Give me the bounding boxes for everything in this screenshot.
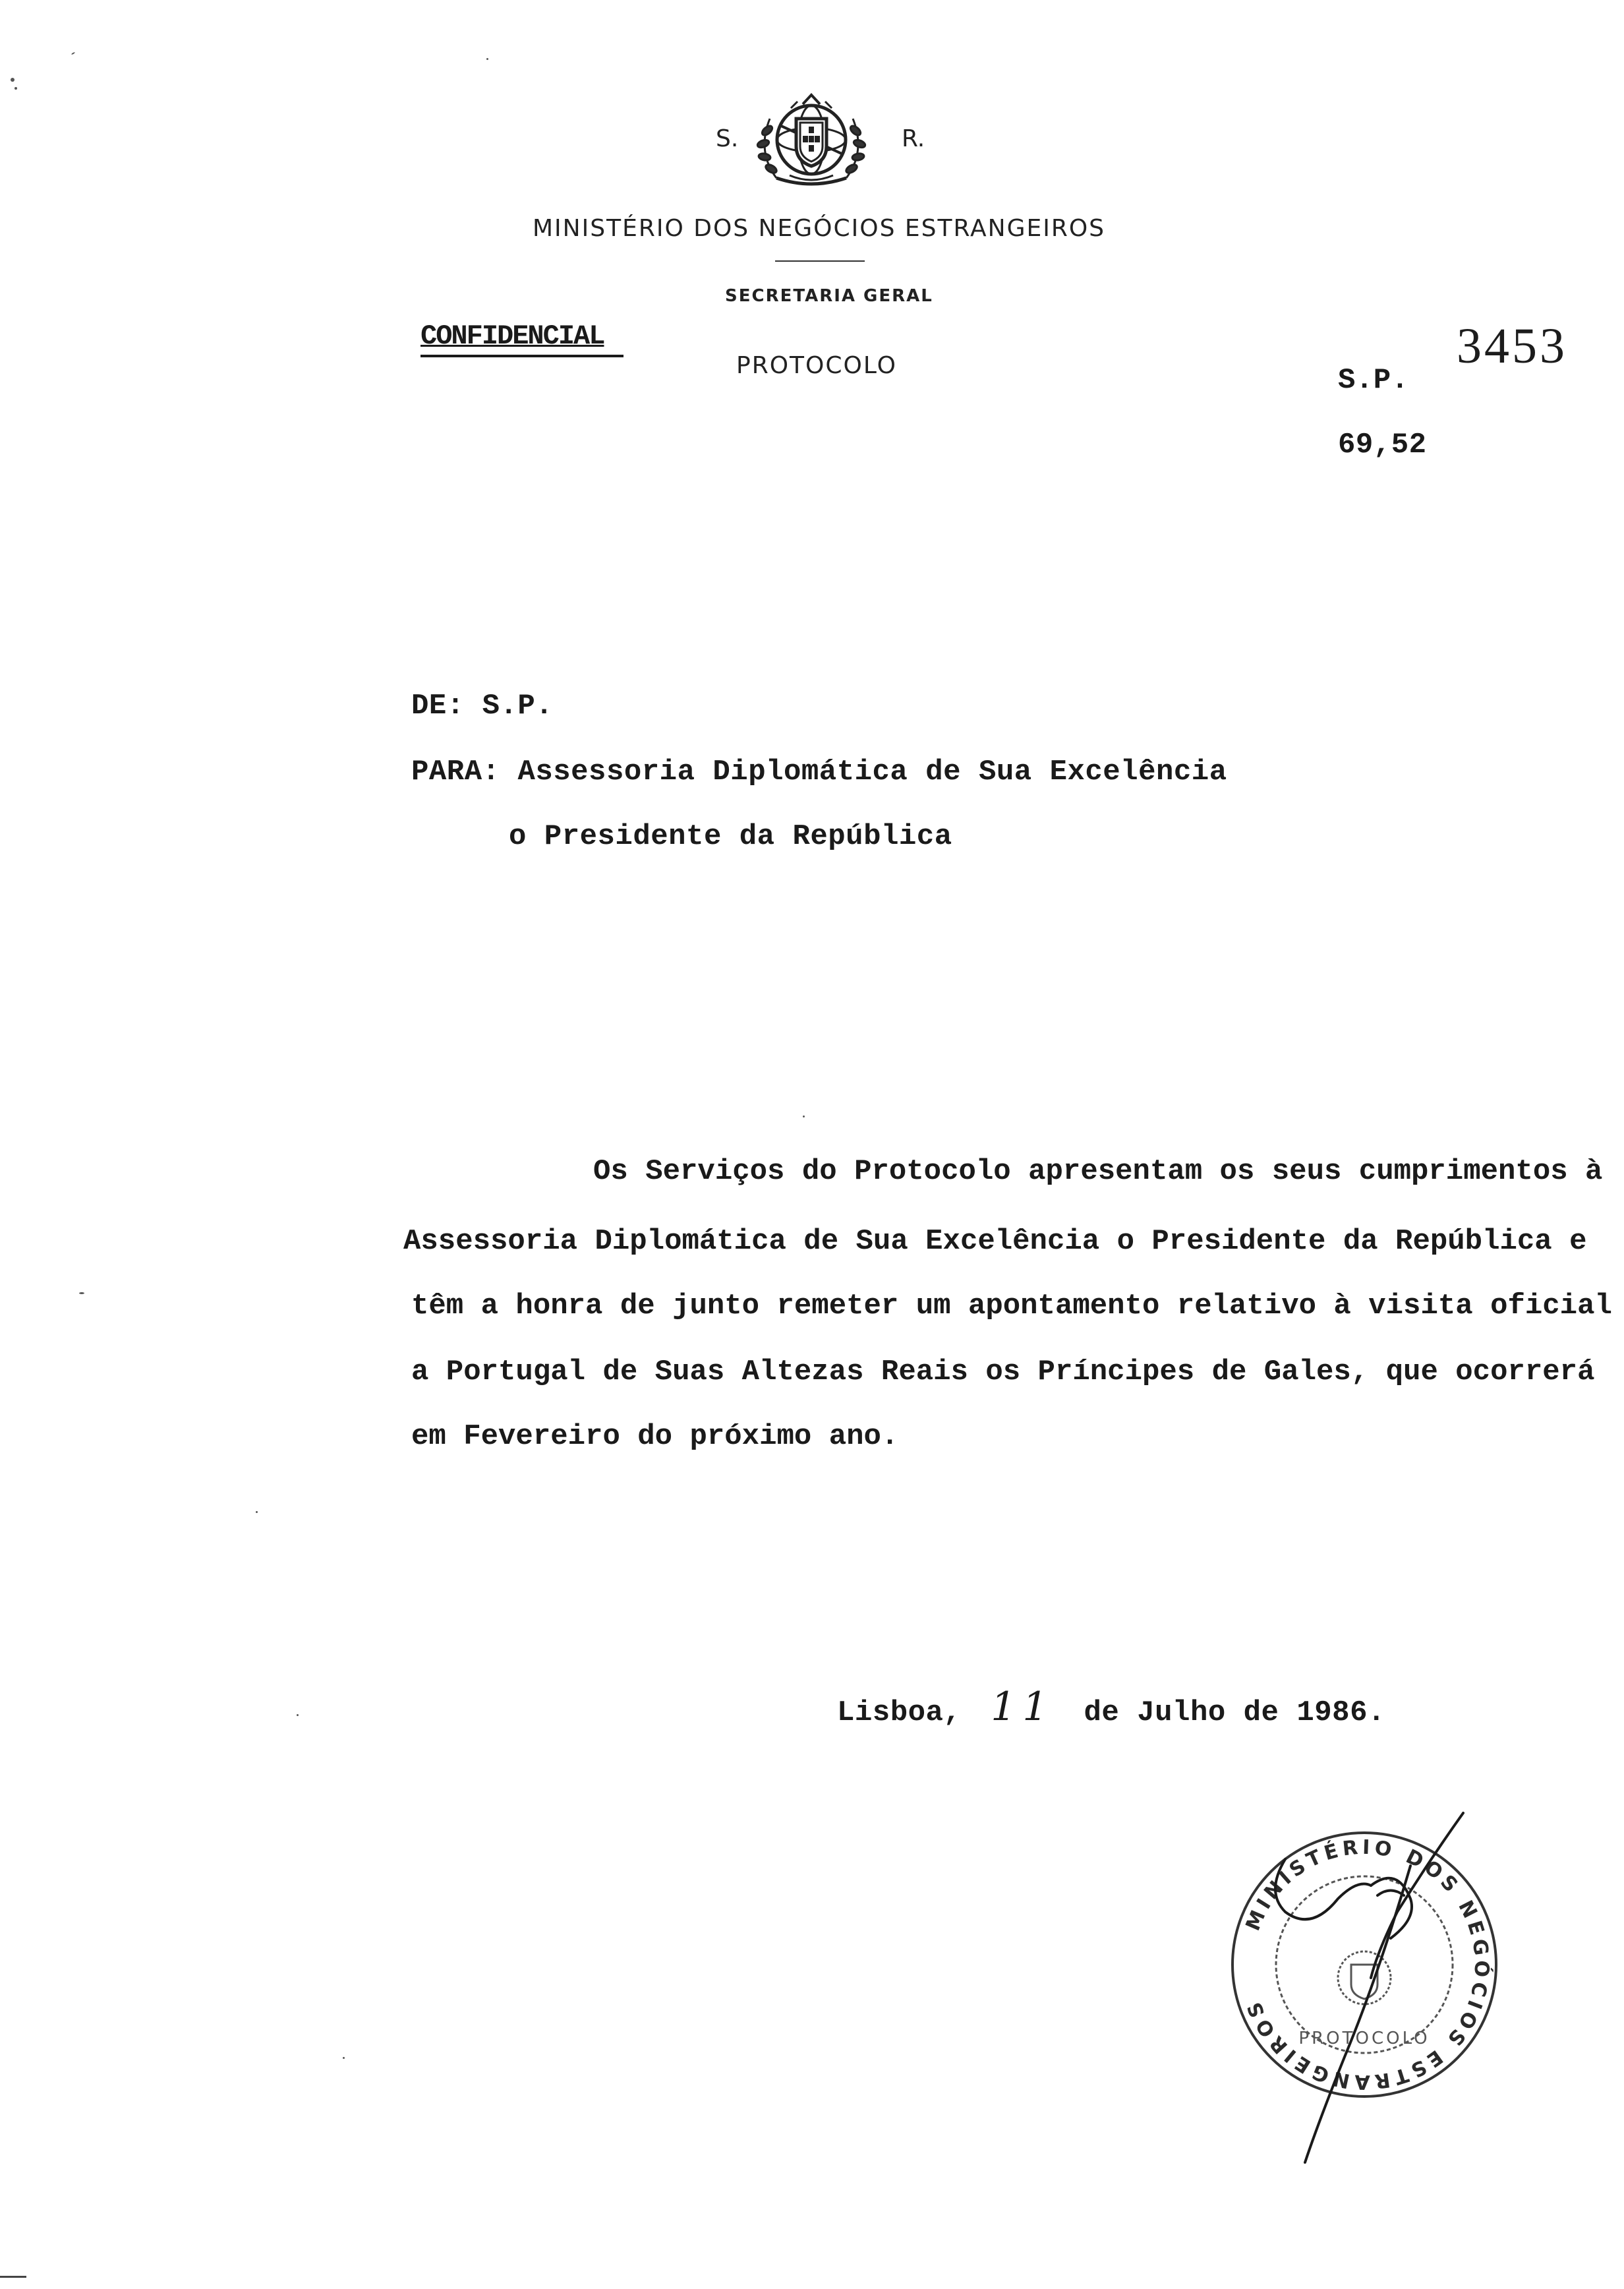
scan-edge-line [0,2276,26,2278]
to-label: PARA: [411,756,500,788]
scan-speck [79,1292,84,1294]
from-line [411,690,553,723]
dateline-place: Lisboa, [837,1696,962,1729]
from-value: S.P. [482,690,554,723]
coat-of-arms-icon [750,92,873,191]
confidential-label: CONFIDENCIAL [420,320,604,352]
body-line: Os Serviços do Protocolo apresentam os seus cumprimentos à [593,1155,1603,1188]
to-recipient-line1: Assessoria Diplomática de Sua Excelência [517,756,1227,788]
confidential-underline [420,355,624,357]
confidential-mark [420,320,624,357]
to-line [411,756,1227,788]
header-s-label: S. [716,125,739,152]
dateline [837,1684,1385,1730]
reference-sub: 69,52 [1338,429,1427,461]
from-label: DE: [411,690,465,723]
secretaria-title: SECRETARIA GERAL [725,286,933,306]
letterhead [0,0,1624,409]
header-r-label: R. [902,125,925,152]
to-recipient-line2: o Presidente da República [509,820,952,853]
body-line: a Portugal de Suas Altezas Reais os Príncipes de Gales, que ocorrerá [411,1355,1595,1388]
body-line: Assessoria Diplomática de Sua Excelência o Presidente da República e [403,1225,1587,1258]
scan-speck [803,1115,805,1117]
protocolo-title: PROTOCOLO [736,352,897,379]
dateline-day: 11 [991,1684,1055,1730]
ministry-title: MINISTÉRIO DOS NEGÓCIOS ESTRANGEIROS [533,215,1106,242]
stamp-inner-text: PROTOCOLO [1298,2029,1430,2048]
stamp-ring-text: MINISTÉRIO DOS NEGÓCIOS ESTRANGEIROS [1241,1835,1494,2094]
scan-speck [297,1714,299,1716]
dateline-rest: de Julho de 1986. [1084,1696,1385,1729]
reference-number: 3453 [1457,318,1567,374]
scan-speck [343,2057,345,2059]
body-line: em Fevereiro do próximo ano. [411,1420,899,1453]
body-line: têm a honra de junto remeter um apontamento relativo à visita oficial [411,1290,1612,1323]
official-stamp [1213,1780,1516,2176]
scan-speck [256,1511,258,1513]
reference-code: S.P. [1338,364,1409,397]
letterhead-rule [775,260,865,262]
